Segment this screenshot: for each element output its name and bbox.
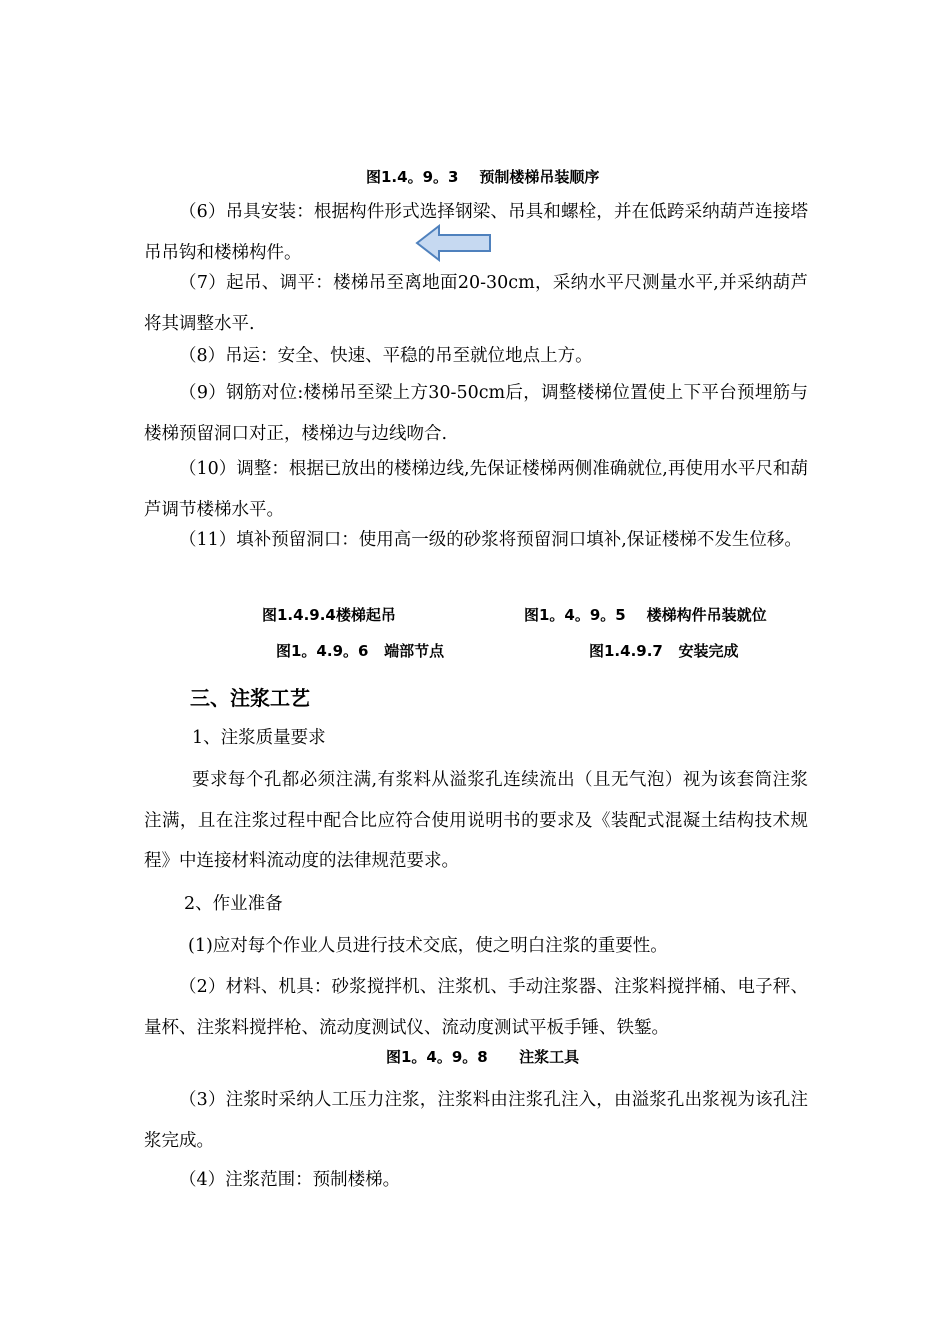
- prep-item-1: (1)应对每个作业人员进行技术交底，使之明白注浆的重要性。: [188, 936, 668, 956]
- prep-item-3: （3）注浆时采纳人工压力注浆，注浆料由注浆孔注入，由溢浆孔出浆视为该孔注浆完成。: [144, 1090, 808, 1151]
- step-6-paragraph: （6）吊具安装：根据构件形式选择钢梁、吊具和螺栓，并在低跨采纳葫芦连接塔吊吊钩和楼梯构件。: [144, 202, 808, 263]
- prep-item-4: （4）注浆范围：预制楼梯。: [179, 1170, 401, 1190]
- section-heading-grouting: 三、注浆工艺: [190, 686, 310, 710]
- quality-requirements-paragraph: 要求每个孔都必须注满,有浆料从溢浆孔连续流出（且无气泡）视为该套筒注浆注满，且在注浆过程中配合比应符合使用说明书的要求及《装配式混凝土结构技术规程》中连接材料流动度的法律规范要求。: [144, 770, 808, 871]
- step-9-paragraph: （9）钢筋对位:楼梯吊至梁上方30-50cm后，调整楼梯位置使上下平台预埋筋与楼梯预留洞口对正，楼梯边与边线吻合.: [144, 383, 808, 444]
- prep-item-2: （2）材料、机具：砂浆搅拌机、注浆机、手动注浆器、注浆料搅拌桶、电子秤、量杯、注浆料搅拌枪、流动度测试仪、流动度测试平板手锤、铁錾。: [144, 977, 808, 1038]
- figure-caption-1-4-9-7: 图1.4.9.7 安装完成: [589, 642, 739, 660]
- step-7-paragraph: （7）起吊、调平：楼梯吊至离地面20-30cm，采纳水平尺测量水平,并采纳葫芦将其调整水平.: [144, 273, 808, 334]
- left-arrow-icon: [415, 224, 493, 262]
- figure-caption-1-4-9-4: 图1.4.9.4楼梯起吊: [262, 606, 396, 624]
- step-11-paragraph: （11）填补预留洞口：使用高一级的砂浆将预留洞口填补,保证楼梯不发生位移。: [179, 530, 802, 550]
- figure-caption-1-4-9-6: 图1。4.9。6 端部节点: [276, 642, 445, 660]
- figure-caption-1-4-9-3: 图1.4。9。3 预制楼梯吊装顺序: [366, 168, 600, 186]
- figure-caption-1-4-9-8: 图1。4。9。8 注浆工具: [386, 1048, 580, 1066]
- subsection-1-title: 1、注浆质量要求: [192, 728, 326, 748]
- subsection-2-title: 2、作业准备: [184, 894, 283, 914]
- step-8-paragraph: （8）吊运：安全、快速、平稳的吊至就位地点上方。: [179, 346, 593, 366]
- step-10-paragraph: （10）调整：根据已放出的楼梯边线,先保证楼梯两侧准确就位,再使用水平尺和葫芦调节楼梯水平。: [144, 459, 808, 520]
- figure-caption-1-4-9-5: 图1。4。9。5 楼梯构件吊装就位: [524, 606, 767, 624]
